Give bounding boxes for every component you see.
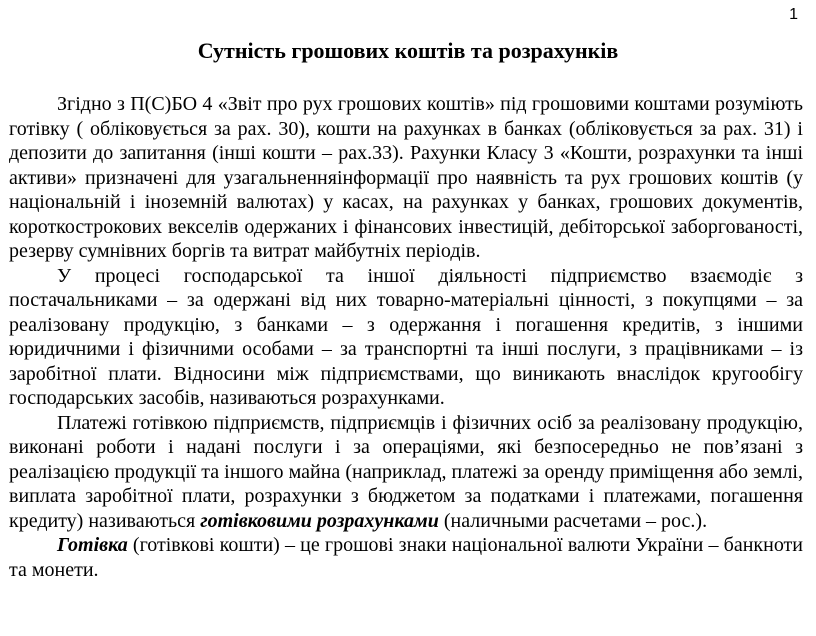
page-title: Сутність грошових коштів та розрахунків (197, 38, 619, 63)
cash-payments-note: (наличными расчетами – рос.). (443, 509, 708, 532)
paragraph-cash-payments (9, 411, 803, 534)
document-body (9, 92, 803, 582)
cash-term-definition: (готівкові кошти) – це грошові знаки національної валюти України – банкноти та монети. (9, 534, 804, 581)
term-cash: Готівка (57, 534, 128, 556)
paragraph-cash-term (9, 533, 803, 582)
paragraph-settlements: У процесі господарської та іншої діяльності підприємство взаємодіє з постачальниками – за одержані від них товарно-матеріальні цінності, з покупцями – за реалізовану продукцію, з банками – з одержання і погашення кредитів, з іншими юридичними і фізичними особами – за транспортні та інші послуги, з працівниками – із заробітної плати. Відносини між підприємствами, що виникають внаслідок кругообігу господарських засобів, називаються розрахунками. (9, 264, 803, 409)
term-cash-settlements: готівковими розрахунками (200, 509, 439, 532)
cash-payments-text: Платежі готівкою підприємств, підприємців і фізичних осіб за реалізовану продукцію, виконані роботи і надані послуги і за операціями, які безпосередньо не пов’язані з реалізацією продукції та іншого майна (наприклад, платежі за оренду приміщення або землі, виплата заробітної плати, розрахунки з бюджетом за податками і платежами, погашення кредиту) називаються (9, 411, 803, 532)
paragraph-cash-definition: Згідно з П(С)БО 4 «Звіт про рух грошових коштів» під грошовими коштами розуміють готівку ( обліковується за рах. 30), кошти на рахунках в банках (обліковується за рах. 31) і депозити до запитання (інші кошти – рах.33). Рахунки Класу 3 «Кошти, розрахунки та інші активи» призначені для узагальненняінформації про наявність та рух грошових коштів (у національній і іноземній валютах) у касах, на рахунках у банках, грошових документів, короткострокових векселів одержаних і фінансових інвестицій, дебіторської заборгованості, резерву сумнівних боргів та витрат майбутніх періодів. (9, 93, 803, 262)
page-number: 1 (789, 6, 798, 23)
